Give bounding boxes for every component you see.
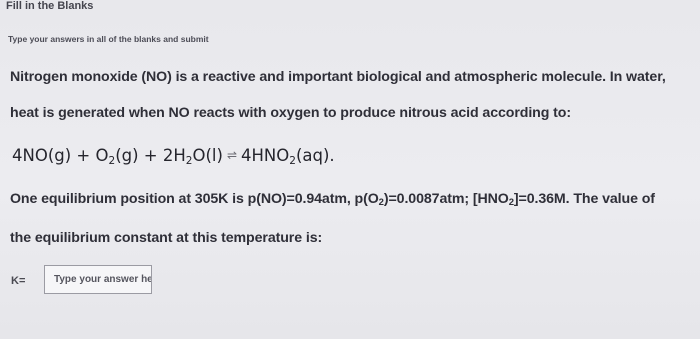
- question-text-line-2: heat is generated when NO reacts with oxygen to produce nitrous acid according to:: [10, 105, 571, 121]
- answer-label: K=: [11, 275, 26, 287]
- question-text-line-4: the equilibrium constant at this temperature is:: [10, 230, 323, 246]
- page-title: Fill in the Blanks: [6, 0, 94, 12]
- question-text-line-1: Nitrogen monoxide (NO) is a reactive and important biological and atmospheric molecule. In water,: [10, 69, 666, 85]
- answer-input[interactable]: [44, 265, 152, 294]
- equilibrium-arrow-icon: ⇌: [226, 148, 237, 162]
- instructions-text: Type your answers in all of the blanks and submit: [8, 34, 209, 44]
- chemical-equation: $4NO(g) + O_2(g) + 2H_2O(l)$ ⇌ $4HNO_2(aq)$.: [12, 146, 335, 167]
- question-text-line-3: One equilibrium position at 305K is p(NO)=0.94atm, $p(O_2)=0.0087atm$; $[HNO_2]=0.36M$. The value of: [10, 191, 655, 208]
